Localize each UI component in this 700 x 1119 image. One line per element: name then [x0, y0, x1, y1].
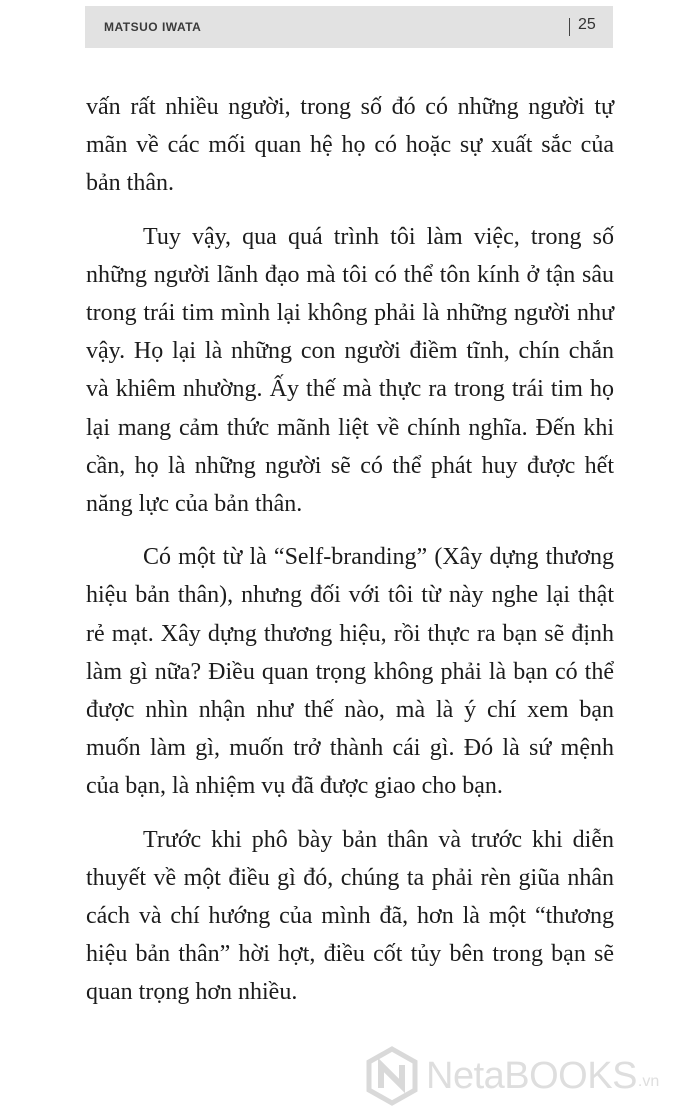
netabooks-logo-icon: [362, 1046, 422, 1106]
watermark: [362, 1045, 692, 1107]
paragraph-continuation: vấn rất nhiều người, trong số đó có những người tự mãn về các mối quan hệ họ có hoặc sự xuất sắc của bản thân.: [86, 94, 614, 197]
paragraph: Có một từ là “Self-branding” (Xây dựng thương hiệu bản thân), nhưng đối với tôi từ này nghe lại thật rẻ mạt. Xây dựng thương hiệu, rồi thực ra bạn sẽ định làm gì nữa? Điều quan trọng không phải là bạn có thể được nhìn nhận như thế nào, mà là ý chí xem bạn muốn làm gì, muốn trở thành cái gì. Đó là sứ mệnh của bạn, là nhiệm vụ đã được giao cho bạn.: [86, 544, 614, 800]
watermark-suffix: .vn: [637, 1073, 660, 1090]
watermark-brand: NetaBOOKS: [426, 1054, 637, 1097]
running-header: [85, 6, 613, 48]
paragraph: Trước khi phô bày bản thân và trước khi diễn thuyết về một điều gì đó, chúng ta phải rèn giũa nhân cách và chí hướng của mình đã, hơn là một “thương hiệu bản thân” hời hợt, điều cốt tủy bên trong bạn sẽ quan trọng hơn nhiều.: [86, 826, 614, 1006]
body-text: [86, 88, 614, 1027]
header-divider: [569, 18, 570, 36]
paragraph: Tuy vậy, qua quá trình tôi làm việc, trong số những người lãnh đạo mà tôi có thể tôn kính ở tận sâu trong trái tim mình lại không phải là những người như vậy. Họ lại là những con người điềm tĩnh, chín chắn và khiêm nhường. Ấy thế mà thực ra trong trái tim họ lại mang cảm thức mãnh liệt về chính nghĩa. Đến khi cần, họ là những người sẽ có thể phát huy được hết năng lực của bản thân.: [86, 223, 614, 518]
header-author: MATSUO IWATA: [104, 20, 202, 34]
page-number: 25: [578, 16, 596, 33]
